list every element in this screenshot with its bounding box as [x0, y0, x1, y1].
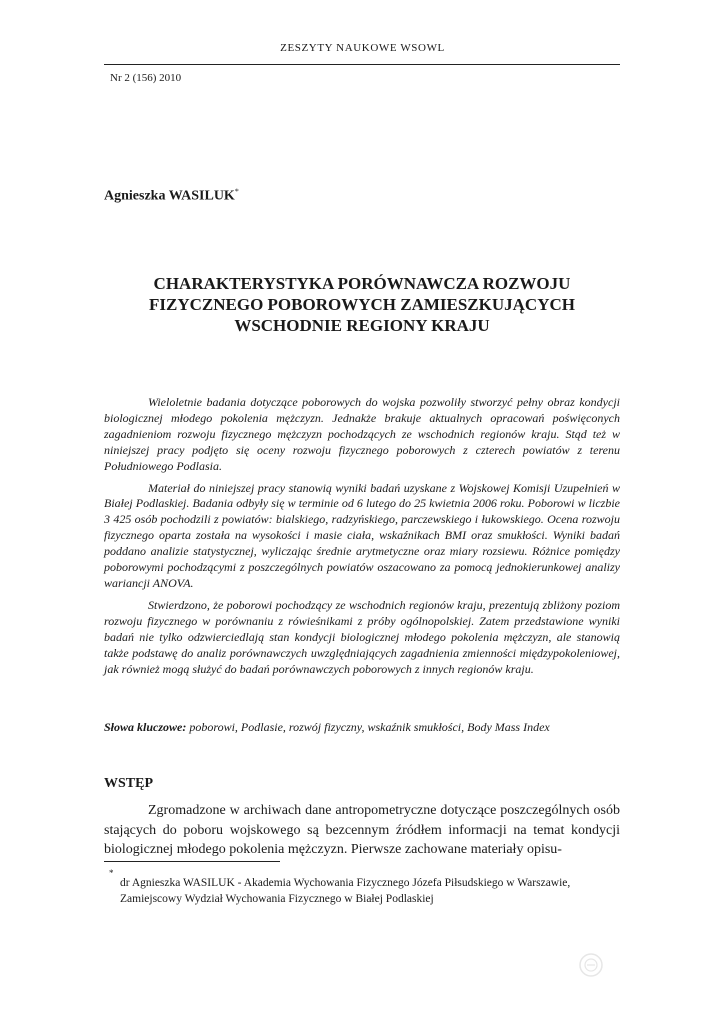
- header-rule: [104, 64, 620, 65]
- title-line: CHARAKTERYSTYKA PORÓWNAWCZA ROZWOJU: [153, 274, 571, 293]
- keywords: [104, 720, 620, 735]
- keywords-values: poborowi, Podlasie, rozwój fizyczny, wskaźnik smukłości, Body Mass Index: [186, 720, 550, 734]
- author-footnote-mark: *: [234, 187, 239, 196]
- footnote-line: dr Agnieszka WASILUK - Akademia Wychowania Fizycznego Józefa Piłsudskiego w Warszawie,: [120, 877, 571, 889]
- footnote-mark: *: [109, 868, 114, 878]
- title-line: FIZYCZNEGO POBOROWYCH ZAMIESZKUJĄCYCH: [149, 295, 575, 314]
- journal-header: ZESZYTY NAUKOWE WSOWL: [280, 42, 445, 54]
- title-line: WSCHODNIE REGIONY KRAJU: [234, 316, 490, 335]
- footnote-rule: [104, 861, 280, 862]
- abstract-paragraph: Materiał do niniejszej pracy stanowią wyniki badań uzyskane z Wojskowej Komisji Uzupełnień w Białej Podlaskiej. Badania odbyły się w terminie od 6 lutego do 25 kwietnia 2006 roku. Poborowi w liczbie 3 425 osób pochodzili z powiatów: bialskiego, radzyńskiego, parczewskiego i łukowskiego. Ocena rozwoju fizycznego oparta została na wysokości i masie ciała, wskaźnikach BMI oraz smukłości. Wyniki badań poddano analizie statystycznej, wyliczając średnie arytmetyczne oraz miary rozsiewu. Różnice pomiędzy poborowymi pochodzącymi z poszczególnych powiatów oszacowano za pomocą jednokierunkowej analizy wariancji ANOVA.: [104, 480, 620, 590]
- abstract: [104, 395, 620, 683]
- author-text: Agnieszka WASILUK: [104, 188, 235, 204]
- abstract-paragraph: Wieloletnie badania dotyczące poborowych do wojska pozwoliły stworzyć pełny obraz kondycji biologicznej młodego pokolenia mężczyzn. Jednakże brakuje aktualnych opracowań poświęconych zagadnieniom rozwoju fizycznego mężczyzn pochodzących ze wschodnich regionów kraju. Stąd też w niniejszej pracy podjęto się oceny rozwoju fizycznego poborowych z czterech powiatów z terenu Południowego Podlasia.: [104, 395, 620, 473]
- watermark-icon: [578, 952, 604, 978]
- keywords-label: Słowa kluczowe:: [104, 720, 187, 734]
- footnote-line: Zamiejscowy Wydział Wychowania Fizycznego w Białej Podlaskiej: [120, 893, 434, 905]
- abstract-paragraph: Stwierdzono, że poborowi pochodzący ze wschodnich regionów kraju, prezentują zbliżony poziom rozwoju fizycznego w porównaniu z rówieśnikami z próby ogólnopolskiej. Zatem przedstawione wyniki badań nie tylko odzwierciedlają stan kondycji biologicznej młodego pokolenia mężczyzn, ale stanowią także podstawę do analiz porównawczych uwzględniających zagadnienia zmienności międzypokoleniowej, jak również mogą służyć do badań porównawczych poborowych z innych regionów kraju.: [104, 597, 620, 676]
- article-title: [104, 273, 620, 336]
- section-heading-intro: WSTĘP: [104, 776, 154, 791]
- author-name: [104, 187, 239, 205]
- intro-paragraph: Zgromadzone w archiwach dane antropometryczne dotyczące poszczególnych osób stających do poboru wojskowego są bezcennym źródłem informacji na temat kondycji biologicznej młodego pokolenia mężczyzn. Pierwsze zachowane materiały opisu-: [104, 803, 620, 857]
- footnote: [120, 875, 625, 907]
- issue-number: Nr 2 (156) 2010: [110, 72, 182, 84]
